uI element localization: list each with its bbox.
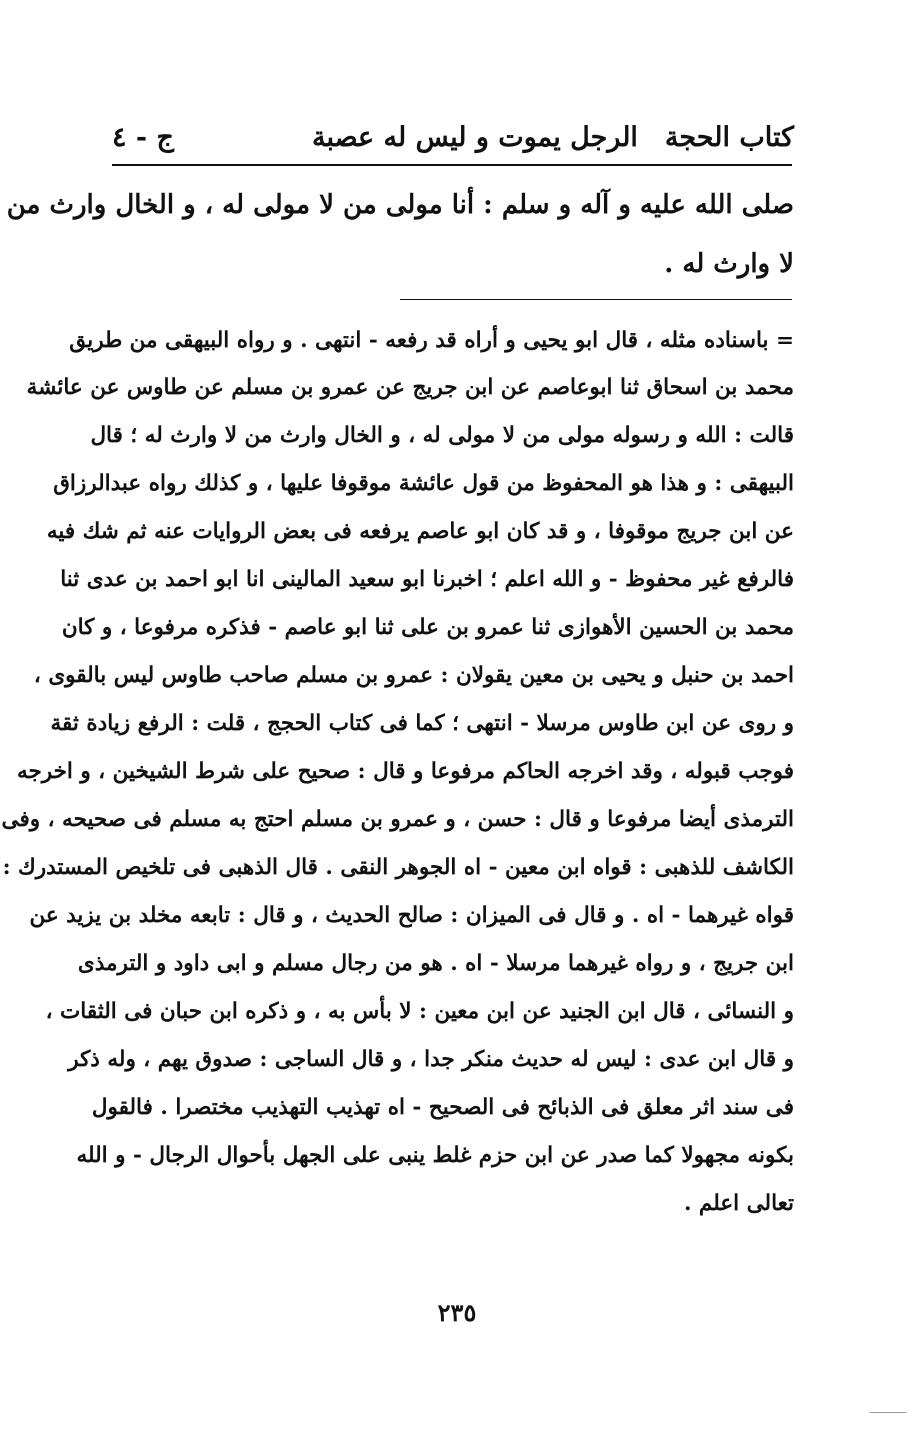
footnote-line: فوجب قبوله ، وقد اخرجه الحاكم مرفوعا و قال : صحيح على شرط الشيخين ، و اخرجه [16, 759, 794, 784]
footnote-line: فى سند اثر معلق فى الذبائح فى الصحيح - اه تهذيب التهذيب مختصرا . فالقول [91, 1095, 794, 1120]
footnote-line: عن ابن جريج موقوفا ، و قد كان ابو عاصم يرفعه فى بعض الروايات عنه ثم شك فيه [46, 519, 794, 544]
footnote-line: و النسائى ، قال ابن الجنيد عن ابن معين : لا بأس به ، و ذكره ابن حبان فى الثقات ، [45, 999, 794, 1024]
header-rule [112, 164, 792, 166]
book-title: كتاب الحجة [664, 122, 794, 153]
scan-mark [870, 1412, 906, 1413]
footnote-separator [400, 299, 792, 300]
chapter-title: الرجل يموت و ليس له عصبة [312, 122, 638, 153]
footnote-line: قالت : الله و رسوله مولى من لا مولى له ، و الخال وارث من لا وارث له ؛ قال [90, 423, 794, 448]
main-text-line: لا وارث له . [664, 249, 794, 279]
footnote-line: احمد بن حنبل و يحيى بن معين يقولان : عمرو بن مسلم صاحب طاوس ليس بالقوى ، [33, 663, 794, 688]
footnote-line: و روى عن ابن طاوس مرسلا - انتهى ؛ كما فى كتاب الحجج ، قلت : الرفع زيادة ثقة [50, 711, 794, 736]
footnote-line: و قال ابن عدى : ليس له حديث منكر جدا ، و قال الساجى : صدوق يهم ، وله ذكر [68, 1047, 794, 1072]
footnote-line: محمد بن اسحاق ثنا ابوعاصم عن ابن جريج عن عمرو بن مسلم عن طاوس عن عائشة [26, 375, 794, 400]
volume-number: ج - ٤ [112, 122, 174, 153]
footnote-line: البيهقى : و هذا هو المحفوظ من قول عائشة موقوفا عليها ، و كذلك رواه عبدالرزاق [53, 471, 794, 496]
footnote-line: محمد بن الحسين الأهوازى ثنا عمرو بن على ثنا ابو عاصم - فذكره مرفوعا ، و كان [61, 615, 794, 640]
running-header [112, 118, 794, 168]
page-number: ٢٣٥ [437, 1298, 477, 1327]
footnote-line: ابن جريج ، و رواه غيرهما مرسلا - اه . هو من رجال مسلم و ابى داود و الترمذى [77, 951, 794, 976]
footnote-line: الكاشف للذهبى : قواه ابن معين - اه الجوهر النقى . قال الذهبى فى تلخيص المستدرك : [2, 855, 794, 880]
footnote-line: قواه غيرهما - اه . و قال فى الميزان : صالح الحديث ، و قال : تابعه مخلد بن يزيد عن [29, 903, 794, 928]
footnote-line: = باسناده مثله ، قال ابو يحيى و أراه قد رفعه - انتهى . و رواه البيهقى من طريق [69, 328, 794, 353]
footnote-line: تعالى اعلم . [683, 1191, 794, 1216]
footnote-line: الترمذى أيضا مرفوعا و قال : حسن ، و عمرو بن مسلم احتج به مسلم فى صحيحه ، وفى [1, 807, 794, 832]
footnote-line: فالرفع غير محفوظ - و الله اعلم ؛ اخبرنا ابو سعيد المالينى انا ابو احمد بن عدى ثنا [60, 567, 794, 592]
main-text-line: صلى الله عليه و آله و سلم : أنا مولى من لا مولى له ، و الخال وارث من [6, 190, 794, 220]
footnote-line: بكونه مجهولا كما صدر عن ابن حزم غلط ينبى على الجهل بأحوال الرجال - و الله [76, 1143, 794, 1168]
